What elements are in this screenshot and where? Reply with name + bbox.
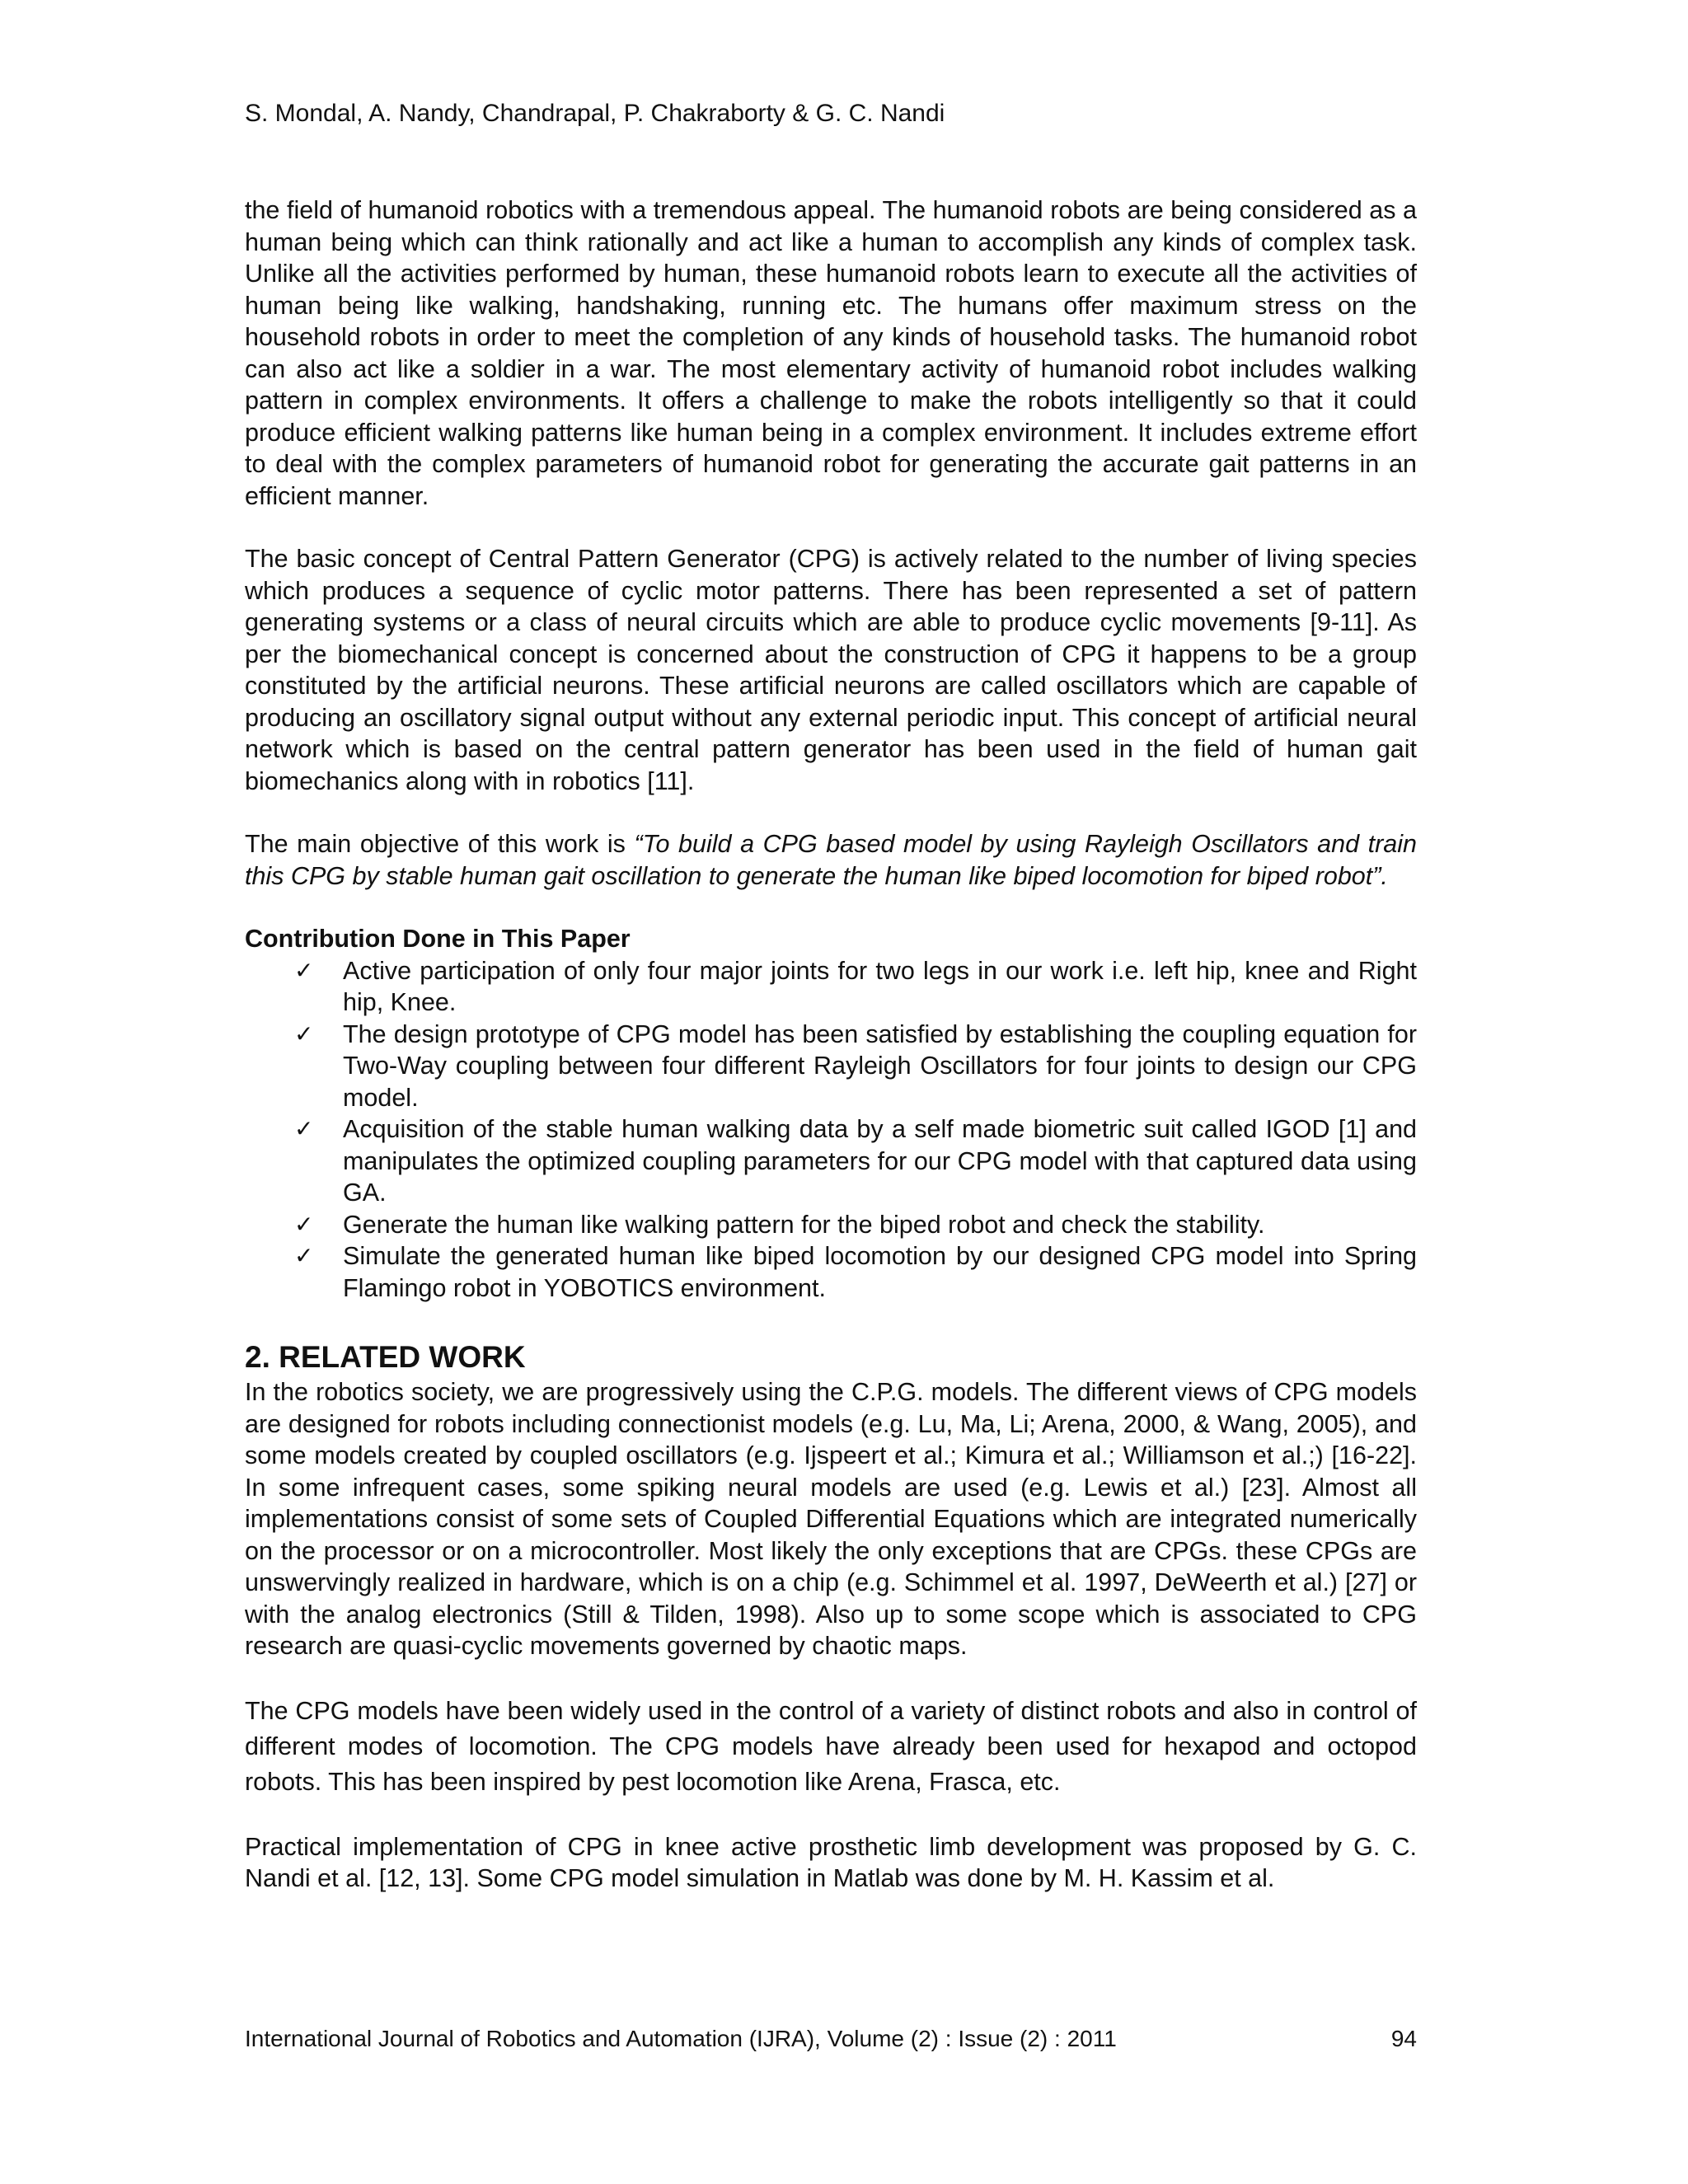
contribution-list	[245, 955, 1417, 1305]
check-icon: ✓	[294, 956, 314, 984]
check-icon: ✓	[294, 1115, 314, 1142]
contribution-item-text: Simulate the generated human like biped locomotion by our designed CPG model into Spring Flamingo robot in YOBOTICS environment.	[343, 1242, 1417, 1302]
related-work-paragraph-1: In the robotics society, we are progressively using the C.P.G. models. The different views of CPG models are designed for robots including connectionist models (e.g. Lu, Ma, Li; Arena, 2000, & Wang, 2005), and some models created by coupled oscillators (e.g. Ijspeert et al.; Kimura et al.; Williamson et al.;) [16-22]. In some infrequent cases, some spiking neural models are used (e.g. Lewis et al.) [23]. Almost all implementations consist of some sets of Coupled Differential Equations which are integrated numerically on the processor or on a microcontroller. Most likely the only exceptions that are CPGs. these CPGs are unswervingly realized in hardware, which is on a chip (e.g. Schimmel et al. 1997, DeWeerth et al.) [27] or with the analog electronics (Still & Tilden, 1998). Also up to some scope which is associated to CPG research are quasi-cyclic movements governed by chaotic maps.	[245, 1378, 1417, 1660]
objective-lead: The main objective of this work is	[245, 830, 635, 858]
check-icon: ✓	[294, 1210, 314, 1238]
intro-paragraph-1: the field of humanoid robotics with a tremendous appeal. The humanoid robots are being considered as a human being which can think rationally and act like a human to accomplish any kinds of complex task. Unlike all the activities performed by human, these humanoid robots learn to execute all the activities of human being like walking, handshaking, running etc. The humans offer maximum stress on the household robots in order to meet the completion of any kinds of household tasks. The humanoid robot can also act like a soldier in a war. The most elementary activity of humanoid robot includes walking pattern in complex environments. It offers a challenge to make the robots intelligently so that it could produce efficient walking patterns like human being in a complex environment. It includes extreme effort to deal with the complex parameters of humanoid robot for generating the accurate gait patterns in an efficient manner.	[245, 196, 1417, 510]
footer-journal: International Journal of Robotics and Automation (IJRA), Volume (2) : Issue (2) : 2011	[245, 2026, 1117, 2051]
page-number: 94	[1390, 2026, 1417, 2051]
check-icon: ✓	[294, 1019, 314, 1047]
related-work-paragraph-2: The CPG models have been widely used in the control of a variety of distinct robots and also in control of different modes of locomotion. The CPG models have already been used for hexapod and octopod robots. This has been inspired by pest locomotion like Arena, Frasca, etc.	[245, 1696, 1417, 1796]
objective-quote: “To build a CPG based model by using Rayleigh Oscillators and train this CPG by stable human gait oscillation to generate the human like biped locomotion for biped robot”.	[245, 830, 1417, 890]
contribution-item-text: The design prototype of CPG model has been satisfied by establishing the coupling equation for Two-Way coupling between four different Rayleigh Oscillators for four joints to design our CPG model.	[343, 1019, 1417, 1112]
contribution-item	[245, 1240, 1417, 1304]
page-body	[245, 194, 1417, 1895]
contribution-item-text: Generate the human like walking pattern for the biped robot and check the stability.	[343, 1210, 1265, 1239]
intro-paragraph-2: The basic concept of Central Pattern Generator (CPG) is actively related to the number of living species which produces a sequence of cyclic motor patterns. There has been represented a set of pattern generating systems or a class of neural circuits which are able to produce cyclic movements [9-11]. As per the biomechanical concept is concerned about the construction of CPG it happens to be a group constituted by the artificial neurons. These artificial neurons are called oscillators which are capable of producing an oscillatory signal output without any external periodic input. This concept of artificial neural network which is based on the central pattern generator has been used in the field of human gait biomechanics along with in robotics [11].	[245, 545, 1417, 795]
contribution-item	[245, 1209, 1417, 1241]
contribution-item-text: Acquisition of the stable human walking data by a self made biometric suit called IGOD [1] and manipulates the optimized coupling parameters for our CPG model with that captured data using GA.	[343, 1115, 1417, 1207]
contribution-item	[245, 1019, 1417, 1114]
contribution-title: Contribution Done in This Paper	[245, 925, 631, 953]
objective-paragraph	[245, 828, 1417, 892]
contribution-item	[245, 1113, 1417, 1209]
running-head-authors: S. Mondal, A. Nandy, Chandrapal, P. Chakraborty & G. C. Nandi	[245, 100, 945, 127]
section-heading-related-work: 2. RELATED WORK	[245, 1340, 526, 1374]
check-icon: ✓	[294, 1242, 314, 1269]
contribution-item-text: Active participation of only four major joints for two legs in our work i.e. left hip, knee and Right hip, Knee.	[343, 956, 1417, 1016]
related-work-paragraph-3: Practical implementation of CPG in knee active prosthetic limb development was proposed by G. C. Nandi et al. [12, 13]. Some CPG model simulation in Matlab was done by M. H. Kassim et al.	[245, 1832, 1417, 1892]
contribution-item	[245, 955, 1417, 1019]
